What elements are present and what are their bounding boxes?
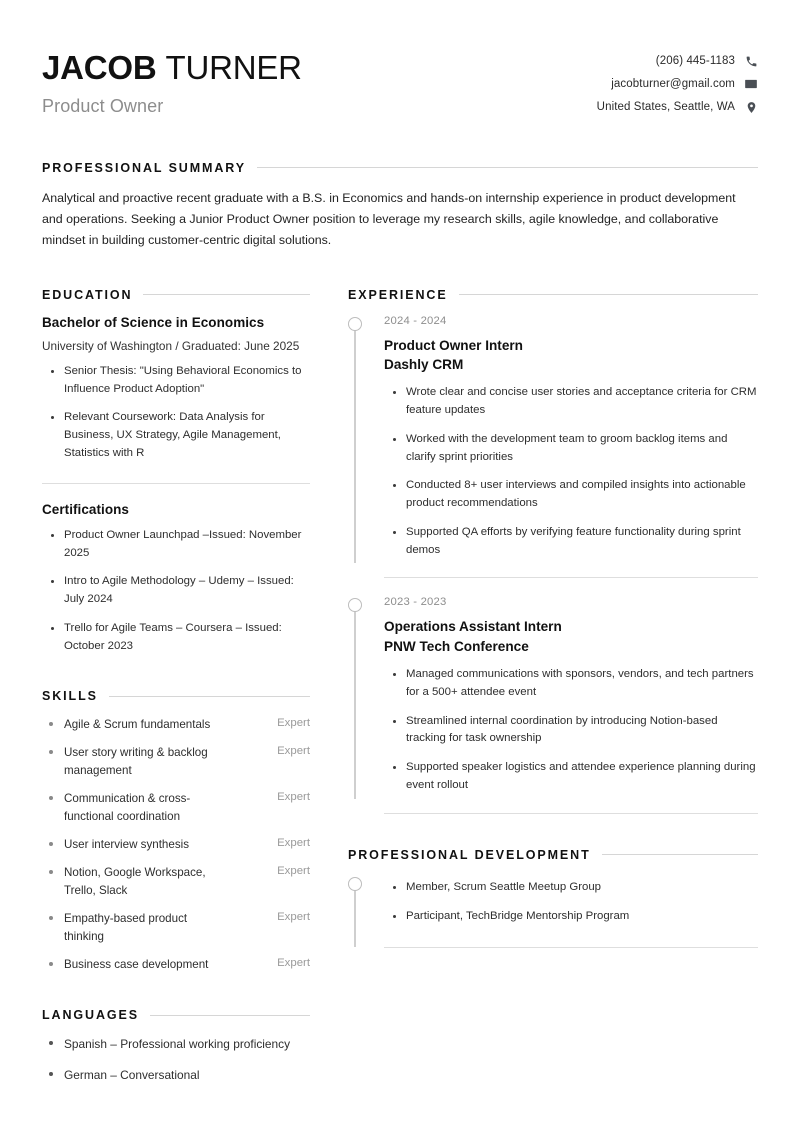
list-item: Conducted 8+ user interviews and compiled insights into actionable product recommendations	[384, 477, 758, 513]
skill-name: Agile & Scrum fundamentals	[64, 718, 211, 732]
list-item: Worked with the development team to groom backlog items and clarify sprint priorities	[384, 431, 758, 467]
list-item: Streamlined internal coordination by introducing Notion-based tracking for task ownership	[384, 713, 758, 749]
experience-organization: PNW Tech Conference	[384, 638, 529, 654]
experience-organization: Dashly CRM	[384, 356, 464, 372]
list-item	[42, 716, 310, 734]
skill-level: Expert	[277, 837, 310, 850]
education-school: University of Washington / Graduated: June 2025	[42, 338, 300, 353]
experience-role: Operations Assistant Intern	[384, 619, 562, 635]
experience-dates: 2023 - 2023	[384, 596, 447, 609]
skill-level: Expert	[277, 745, 310, 758]
list-item: Supported QA efforts by verifying feature functionality during sprint demos	[384, 524, 758, 560]
summary-heading	[42, 161, 758, 175]
resume-header	[42, 40, 758, 117]
right-column	[348, 288, 758, 949]
contact-block	[597, 46, 758, 114]
list-item	[42, 790, 310, 826]
skill-name: Empathy-based product thinking	[64, 912, 188, 944]
list-item: Relevant Coursework: Data Analysis for Business, UX Strategy, Agile Management, Statistics with R	[42, 409, 310, 462]
skill-level: Expert	[277, 911, 310, 924]
skill-name: User story writing & backlog management	[64, 746, 208, 778]
contact-location[interactable]	[597, 100, 758, 114]
timeline-line	[354, 887, 355, 948]
contact-phone-text: (206) 445-1183	[655, 55, 735, 67]
experience-entry	[348, 596, 758, 794]
experience-dates: 2024 - 2024	[384, 314, 447, 327]
timeline-line	[354, 327, 355, 564]
experience-heading-text: EXPERIENCE	[348, 287, 448, 302]
phone-icon	[744, 54, 758, 68]
timeline-marker-icon	[348, 877, 362, 891]
experience-entry	[348, 315, 758, 560]
list-item: Trello for Agile Teams – Coursera – Issued: October 2023	[42, 620, 310, 656]
skill-name: Notion, Google Workspace, Trello, Slack	[64, 866, 206, 898]
section-certifications	[42, 502, 310, 656]
skill-name: Business case development	[64, 958, 209, 972]
experience-divider	[384, 813, 758, 814]
profdev-entry	[348, 875, 758, 926]
education-heading	[42, 288, 310, 302]
experience-divider	[384, 577, 758, 578]
heading-rule	[143, 294, 310, 295]
timeline-line	[354, 608, 355, 798]
list-item: Participant, TechBridge Mentorship Program	[384, 908, 758, 926]
list-item	[42, 910, 310, 946]
contact-email[interactable]	[611, 77, 758, 91]
section-languages	[42, 1008, 310, 1084]
summary-text: Analytical and proactive recent graduate with a B.S. in Economics and hands-on internship experience in product development and operations. Seeking a Junior Product Owner position to leverage my research skills, agile knowledge, and collaborative mindset in building customer-centric digital solutions.	[42, 190, 736, 248]
section-professional-development	[348, 848, 758, 949]
last-name: TURNER	[165, 49, 302, 86]
skills-heading	[42, 689, 310, 703]
skills-list	[42, 716, 310, 974]
job-title: Product Owner	[42, 95, 164, 116]
section-skills	[42, 689, 310, 974]
languages-heading	[42, 1008, 310, 1022]
profdev-heading	[348, 848, 758, 862]
heading-rule	[150, 1015, 310, 1016]
full-name	[42, 50, 302, 86]
section-experience	[348, 288, 758, 814]
certifications-bullets	[42, 527, 310, 656]
section-professional-summary	[42, 161, 758, 252]
skill-level: Expert	[277, 791, 310, 804]
left-divider	[42, 483, 310, 484]
envelope-icon	[744, 77, 758, 91]
experience-heading	[348, 288, 758, 302]
timeline-marker-icon	[348, 598, 362, 612]
experience-bullets	[384, 666, 758, 795]
list-item: German – Conversational	[42, 1066, 310, 1084]
list-item: Product Owner Launchpad –Issued: November 2025	[42, 527, 310, 563]
contact-phone[interactable]	[656, 54, 758, 68]
list-item: Member, Scrum Seattle Meetup Group	[384, 879, 758, 897]
heading-rule	[109, 696, 310, 697]
profdev-divider	[384, 947, 758, 948]
contact-email-text: jacobturner@gmail.com	[611, 78, 735, 90]
section-education	[42, 288, 310, 463]
list-item: Senior Thesis: "Using Behavioral Economics to Influence Product Adoption"	[42, 363, 310, 399]
education-heading-text: EDUCATION	[42, 287, 133, 302]
list-item: Managed communications with sponsors, vendors, and tech partners for a 500+ attendee event	[384, 666, 758, 702]
profdev-heading-text: PROFESSIONAL DEVELOPMENT	[348, 847, 591, 862]
education-degree: Bachelor of Science in Economics	[42, 314, 265, 330]
location-pin-icon	[744, 100, 758, 114]
certifications-heading: Certifications	[42, 501, 129, 517]
experience-role: Product Owner Intern	[384, 337, 523, 353]
list-item: Supported speaker logistics and attendee experience planning during event rollout	[384, 759, 758, 795]
list-item: Wrote clear and concise user stories and acceptance criteria for CRM feature updates	[384, 384, 758, 420]
heading-rule	[257, 167, 758, 168]
profdev-bullets	[384, 875, 758, 926]
timeline-marker-icon	[348, 317, 362, 331]
list-item	[42, 864, 310, 900]
list-item	[42, 744, 310, 780]
contact-location-text: United States, Seattle, WA	[596, 101, 735, 113]
education-bullets	[42, 363, 310, 463]
left-column	[42, 288, 310, 1084]
list-item	[42, 956, 310, 974]
first-name: JACOB	[42, 49, 157, 86]
experience-bullets	[384, 384, 758, 559]
skills-heading-text: SKILLS	[42, 689, 98, 704]
heading-rule	[602, 854, 758, 855]
body-columns	[42, 288, 758, 1084]
heading-rule	[459, 294, 758, 295]
skill-level: Expert	[277, 957, 310, 970]
languages-list	[42, 1035, 310, 1084]
list-item: Spanish – Professional working proficiency	[42, 1035, 310, 1053]
skill-level: Expert	[277, 865, 310, 878]
languages-heading-text: LANGUAGES	[42, 1008, 139, 1023]
skill-level: Expert	[277, 717, 310, 730]
skill-name: User interview synthesis	[64, 838, 189, 852]
summary-heading-text: PROFESSIONAL SUMMARY	[42, 160, 246, 175]
skill-name: Communication & cross-functional coordination	[64, 792, 191, 824]
list-item	[42, 836, 310, 854]
list-item: Intro to Agile Methodology – Udemy – Issued: July 2024	[42, 573, 310, 609]
identity-block	[42, 46, 302, 117]
